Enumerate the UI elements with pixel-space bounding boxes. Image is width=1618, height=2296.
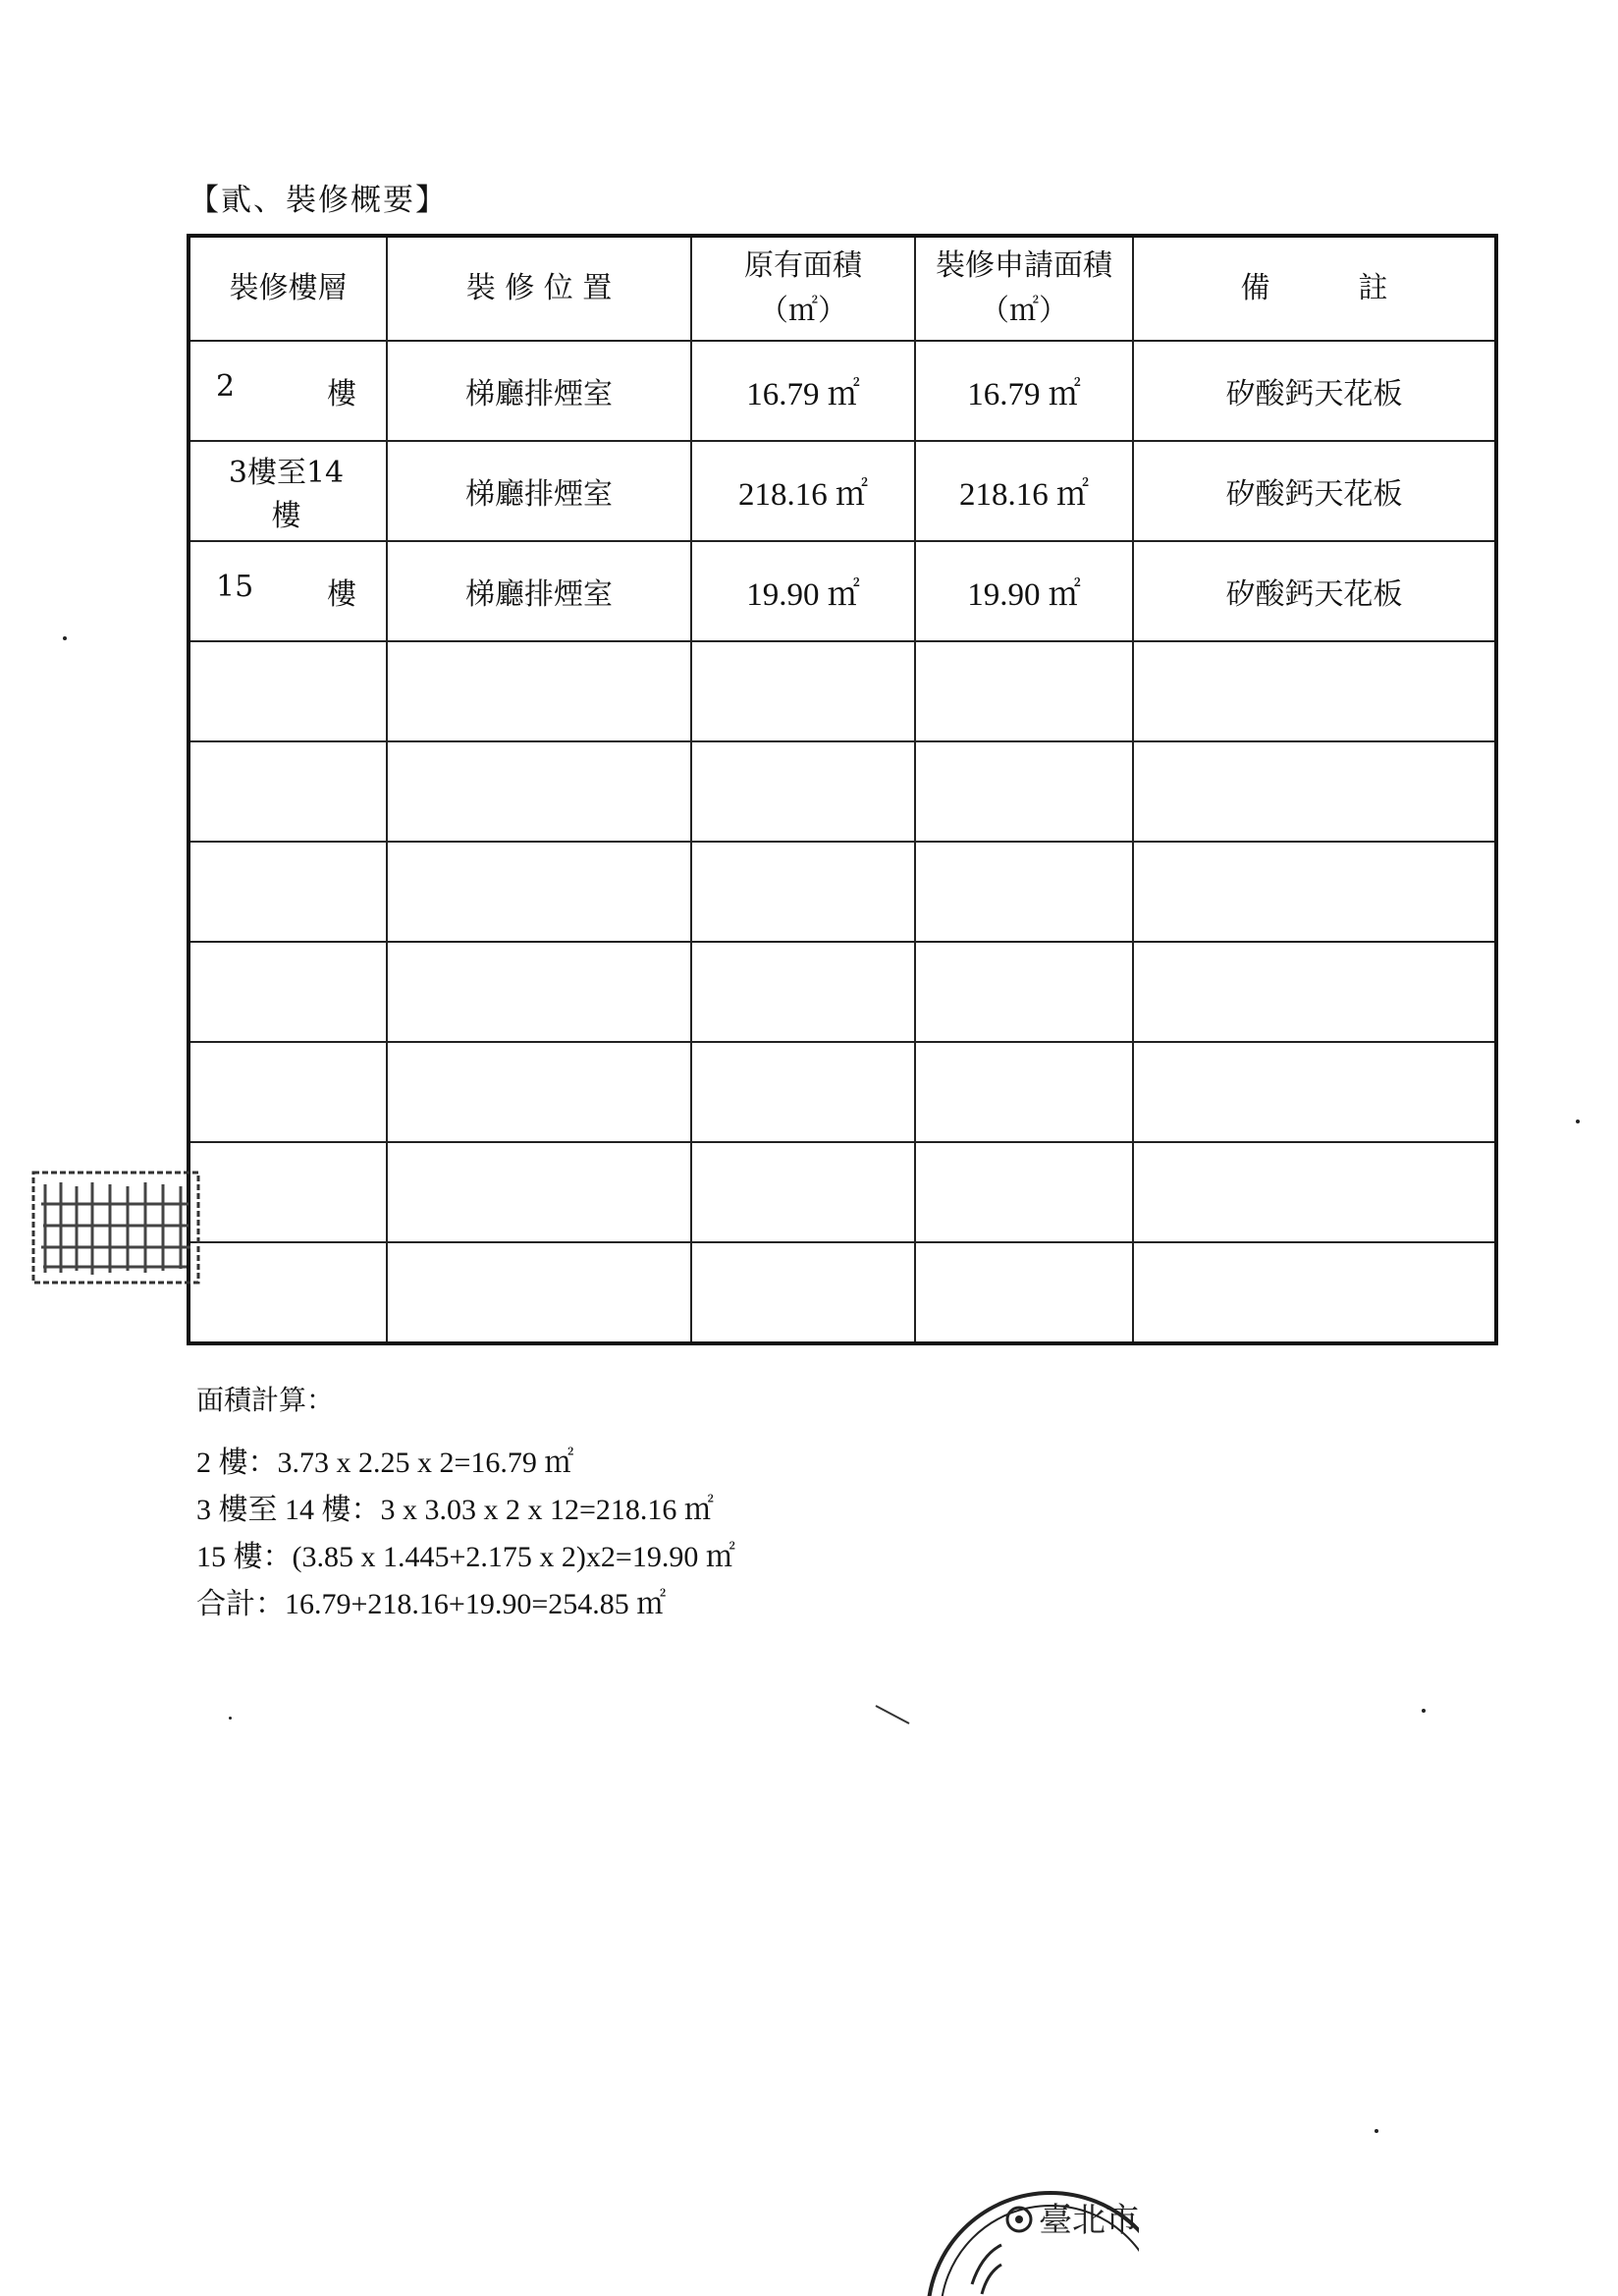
empty-cell	[691, 942, 915, 1042]
empty-cell	[387, 641, 691, 741]
empty-cell	[691, 641, 915, 741]
empty-cell	[691, 1042, 915, 1142]
empty-cell	[691, 741, 915, 842]
header-original-area: 原有面積 （㎡）	[691, 236, 915, 341]
location-cell: 梯廳排煙室	[387, 541, 691, 641]
remark-cell: 矽酸鈣天花板	[1133, 341, 1496, 441]
table-row-empty	[189, 842, 1496, 942]
empty-cell	[1133, 1242, 1496, 1343]
empty-cell	[387, 942, 691, 1042]
empty-cell	[387, 1142, 691, 1242]
empty-cell	[915, 842, 1133, 942]
scan-stroke	[874, 1704, 913, 1727]
header-floor: 裝修樓層	[189, 236, 387, 341]
table-row-empty	[189, 1242, 1496, 1343]
empty-cell	[915, 1242, 1133, 1343]
empty-cell	[691, 842, 915, 942]
table-row-empty	[189, 942, 1496, 1042]
header-applied-area: 裝修申請面積 （㎡）	[915, 236, 1133, 341]
applied-area-cell: 19.90 ㎡	[915, 541, 1133, 641]
table-header-row	[189, 236, 1496, 341]
calculation-heading: 面積計算：	[196, 1384, 335, 1416]
calculation-line: 3 樓至 14 樓：3 x 3.03 x 2 x 12=218.16 ㎡	[196, 1494, 714, 1526]
table-row-empty	[189, 641, 1496, 741]
calculation-line: 2 樓：3.73 x 2.25 x 2=16.79 ㎡	[196, 1447, 574, 1479]
partial-seal-stamp-left	[31, 1165, 200, 1288]
partial-seal-stamp-bottom	[913, 2168, 1139, 2296]
table-row	[189, 341, 1496, 441]
empty-cell	[1133, 842, 1496, 942]
applied-area-cell: 16.79 ㎡	[915, 341, 1133, 441]
empty-cell	[1133, 1142, 1496, 1242]
scan-speck	[1576, 1120, 1580, 1123]
empty-cell	[915, 1042, 1133, 1142]
empty-cell	[387, 842, 691, 942]
header-location: 裝 修 位 置	[387, 236, 691, 341]
table-row-empty	[189, 1042, 1496, 1142]
empty-cell	[691, 1142, 915, 1242]
empty-cell	[189, 842, 387, 942]
renovation-summary-table	[187, 234, 1498, 1345]
scan-speck	[63, 636, 67, 640]
section-title: 【貳、裝修概要】	[189, 183, 448, 218]
empty-cell	[915, 641, 1133, 741]
floor-cell: 3樓至14樓	[189, 441, 387, 541]
table-row-empty	[189, 741, 1496, 842]
empty-cell	[189, 1142, 387, 1242]
empty-cell	[915, 1142, 1133, 1242]
table-row	[189, 541, 1496, 641]
header-remark: 備 註	[1133, 236, 1496, 341]
area-calculation	[196, 1377, 735, 1628]
table-row-empty	[189, 1142, 1496, 1242]
calculation-line: 合計：16.79+218.16+19.90=254.85 ㎡	[196, 1588, 667, 1620]
location-cell: 梯廳排煙室	[387, 341, 691, 441]
remark-cell: 矽酸鈣天花板	[1133, 441, 1496, 541]
empty-cell	[387, 1042, 691, 1142]
empty-cell	[915, 741, 1133, 842]
scan-speck	[229, 1717, 232, 1720]
empty-cell	[189, 741, 387, 842]
scan-speck	[1375, 2129, 1378, 2133]
empty-cell	[1133, 741, 1496, 842]
empty-cell	[387, 741, 691, 842]
empty-cell	[1133, 1042, 1496, 1142]
empty-cell	[189, 641, 387, 741]
calculation-line: 15 樓：(3.85 x 1.445+2.175 x 2)x2=19.90 ㎡	[196, 1541, 735, 1573]
scan-speck	[1422, 1709, 1426, 1713]
remark-cell: 矽酸鈣天花板	[1133, 541, 1496, 641]
floor-cell: 15 樓	[189, 541, 387, 641]
empty-cell	[1133, 942, 1496, 1042]
original-area-cell: 218.16 ㎡	[691, 441, 915, 541]
empty-cell	[387, 1242, 691, 1343]
floor-cell: 2 樓	[189, 341, 387, 441]
original-area-cell: 16.79 ㎡	[691, 341, 915, 441]
empty-cell	[189, 942, 387, 1042]
empty-cell	[1133, 641, 1496, 741]
table-row	[189, 441, 1496, 541]
empty-cell	[189, 1242, 387, 1343]
seal-bottom-text: 臺北市	[1039, 2201, 1139, 2240]
empty-cell	[915, 942, 1133, 1042]
empty-cell	[691, 1242, 915, 1343]
original-area-cell: 19.90 ㎡	[691, 541, 915, 641]
location-cell: 梯廳排煙室	[387, 441, 691, 541]
applied-area-cell: 218.16 ㎡	[915, 441, 1133, 541]
empty-cell	[189, 1042, 387, 1142]
